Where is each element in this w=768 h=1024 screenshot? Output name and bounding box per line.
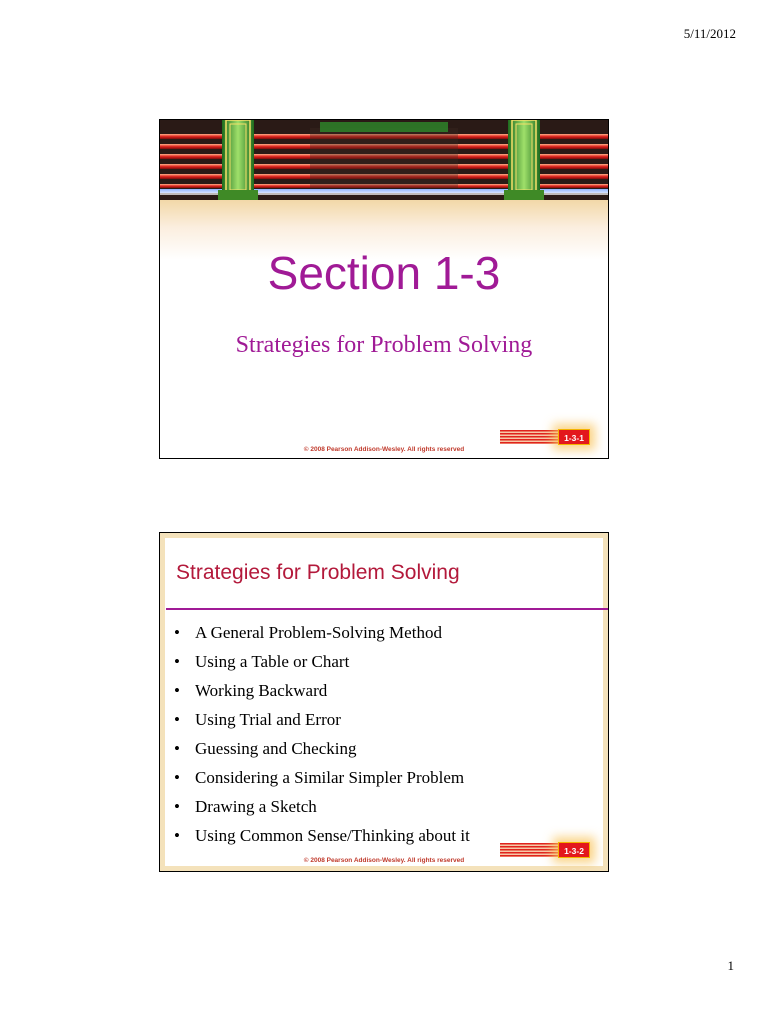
list-item-text: Considering a Similar Simpler Problem (195, 768, 465, 787)
page-date: 5/11/2012 (683, 26, 736, 41)
bullet-icon: • (174, 739, 180, 758)
bullet-icon: • (174, 797, 180, 816)
list-item-text: Using Trial and Error (195, 710, 341, 729)
title-divider (166, 608, 608, 610)
slide-thumbnail-2 (159, 532, 609, 872)
list-item (174, 705, 470, 734)
bullet-icon: • (174, 826, 180, 845)
slide-title: Section 1-3 (267, 247, 501, 299)
badge-stripes (500, 430, 558, 444)
list-item (174, 647, 470, 676)
slide-title: Strategies for Problem Solving (176, 561, 460, 584)
list-item (174, 676, 470, 705)
bullet-icon: • (174, 710, 180, 729)
bullet-icon: • (174, 652, 180, 671)
copyright-notice: © 2008 Pearson Addison-Wesley. All rights reserved (303, 857, 465, 864)
slide-thumbnail-1 (159, 119, 609, 459)
list-item (174, 618, 470, 647)
slide-subtitle: Strategies for Problem Solving (235, 332, 533, 358)
list-item-text: Drawing a Sketch (195, 797, 317, 816)
list-item (174, 821, 470, 850)
list-item (174, 763, 470, 792)
list-item (174, 734, 470, 763)
list-item-text: Using Common Sense/Thinking about it (195, 826, 470, 845)
list-item-text: A General Problem-Solving Method (195, 623, 442, 642)
list-item-text: Working Backward (195, 681, 328, 700)
slide-number-badge: 1-3-2 (558, 842, 590, 858)
slide-number-badge: 1-3-1 (558, 429, 590, 445)
list-item (174, 792, 470, 821)
copyright-notice: © 2008 Pearson Addison-Wesley. All rights reserved (303, 446, 465, 453)
badge-stripes (500, 843, 558, 857)
bullet-icon: • (174, 681, 180, 700)
bullet-icon: • (174, 768, 180, 787)
list-item-text: Guessing and Checking (195, 739, 357, 758)
list-item-text: Using a Table or Chart (195, 652, 350, 671)
bullet-list (174, 618, 470, 850)
bullet-icon: • (174, 623, 180, 642)
page-number: 1 (727, 958, 734, 973)
